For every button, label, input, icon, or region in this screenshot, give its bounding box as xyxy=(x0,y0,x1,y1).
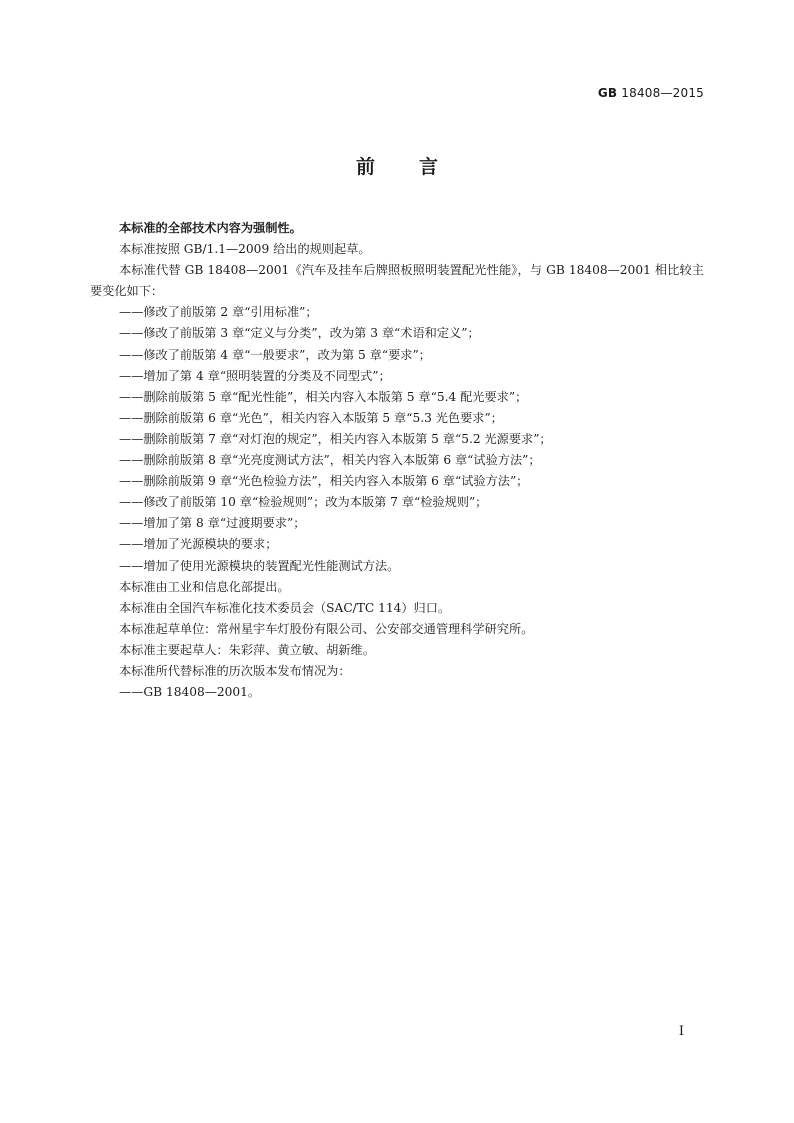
change-item: ——增加了第 8 章“过渡期要求”； xyxy=(119,516,306,531)
change-item: ——删除前版第 6 章“光色”，相关内容入本版第 5 章“5.3 光色要求”； xyxy=(119,410,503,425)
paragraph: 本标准起草单位：常州星宇车灯股份有限公司、公安部交通管理科学研究所。 xyxy=(119,621,534,636)
history-item: ——GB 18408—2001。 xyxy=(119,685,261,700)
mandatory-statement: 本标准的全部技术内容为强制性。 xyxy=(119,221,302,235)
paragraph-replacement: 本标准代替 GB 18408—2001《汽车及挂车后牌照板照明装置配光性能》，与 GB 18408—2001 相比较主要变化如下： xyxy=(90,263,704,299)
standard-number: 18408—2015 xyxy=(621,86,704,100)
change-item: ——修改了前版第 10 章“检验规则”；改为本版第 7 章“检验规则”； xyxy=(119,495,488,510)
foreword-body xyxy=(90,218,704,703)
paragraph: 本标准所代替标准的历次版本发布情况为： xyxy=(119,663,351,678)
standard-prefix: GB xyxy=(597,86,618,100)
change-item: ——修改了前版第 3 章“定义与分类”，改为第 3 章“术语和定义”； xyxy=(119,326,480,341)
change-item: ——增加了光源模块的要求； xyxy=(119,537,278,552)
paragraph: 本标准由全国汽车标准化技术委员会（SAC/TC 114）归口。 xyxy=(119,600,451,615)
page-number: I xyxy=(678,1024,684,1039)
standard-code xyxy=(598,86,704,100)
change-item: ——删除前版第 5 章“配光性能”，相关内容入本版第 5 章“5.4 配光要求”； xyxy=(119,389,528,404)
change-item: ——增加了第 4 章“照明装置的分类及不同型式”； xyxy=(119,368,391,383)
change-item: ——删除前版第 8 章“光亮度测试方法”，相关内容入本版第 6 章“试验方法”； xyxy=(119,453,541,468)
paragraph: 本标准主要起草人：朱彩萍、黄立敏、胡新维。 xyxy=(119,642,375,657)
change-item: ——增加了使用光源模块的装置配光性能测试方法。 xyxy=(119,558,400,573)
page-title: 前言 xyxy=(355,156,482,178)
change-item: ——修改了前版第 4 章“一般要求”，改为第 5 章“要求”； xyxy=(119,347,431,362)
paragraph: 本标准由工业和信息化部提出。 xyxy=(119,579,290,594)
change-item: ——删除前版第 9 章“光色检验方法”，相关内容入本版第 6 章“试验方法”； xyxy=(119,474,529,489)
change-item: ——删除前版第 7 章“对灯泡的规定”，相关内容入本版第 5 章“5.2 光源要求”； xyxy=(119,431,552,446)
change-item: ——修改了前版第 2 章“引用标准”； xyxy=(119,305,318,320)
paragraph: 本标准按照 GB/1.1—2009 给出的规则起草。 xyxy=(119,242,371,257)
